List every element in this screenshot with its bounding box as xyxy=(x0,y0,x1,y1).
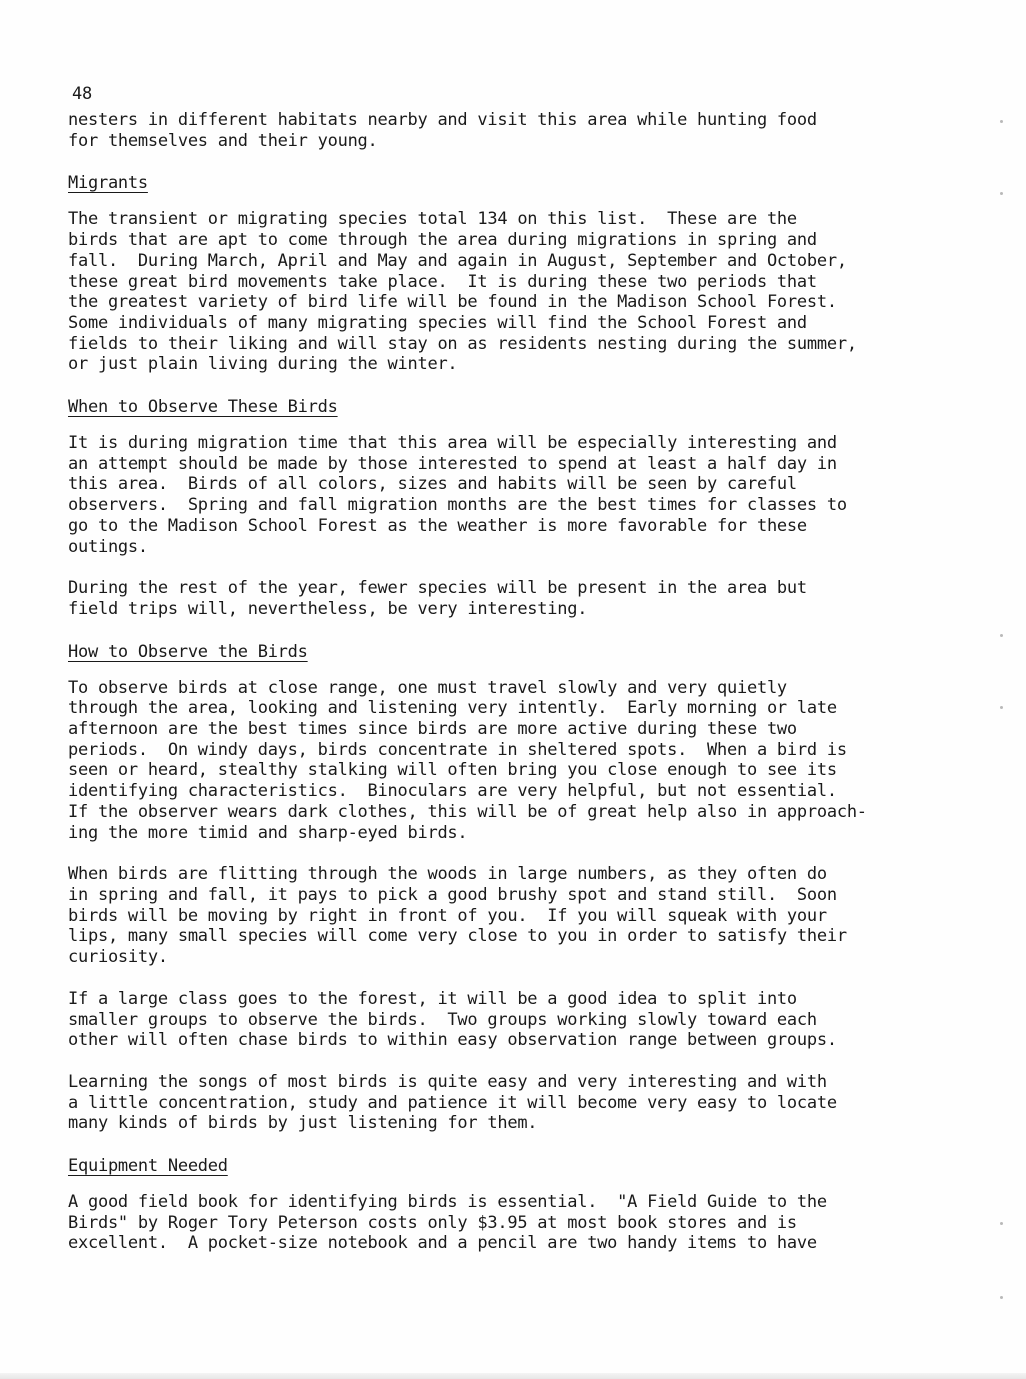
text-line: fall. During March, April and May and again in August, September and October, xyxy=(68,250,847,271)
text-line: outings. xyxy=(68,536,148,557)
paragraph xyxy=(68,1192,948,1254)
scan-speck xyxy=(1000,192,1003,195)
text-line: If a large class goes to the forest, it will be a good idea to split into xyxy=(68,988,797,1009)
paragraph xyxy=(68,864,948,968)
text-line: observers. Spring and fall migration months are the best times for classes to xyxy=(68,495,847,516)
text-line: During the rest of the year, fewer species will be present in the area but xyxy=(68,578,807,599)
text-line: Birds" by Roger Tory Peterson costs only $3.95 at most book stores and is xyxy=(68,1212,797,1233)
spacer xyxy=(68,968,948,989)
scan-speck xyxy=(1000,120,1003,123)
scan-speck xyxy=(1000,1296,1003,1299)
text-line: If the observer wears dark clothes, this will be of great help also in approach- xyxy=(68,801,867,822)
text-line: birds that are apt to come through the area during migrations in spring and xyxy=(68,230,817,251)
spacer xyxy=(68,1051,948,1072)
text-line: To observe birds at close range, one must travel slowly and very quietly xyxy=(68,677,787,698)
text-line: smaller groups to observe the birds. Two groups working slowly toward each xyxy=(68,1009,817,1030)
text-line: nesters in different habitats nearby and visit this area while hunting food xyxy=(68,110,817,130)
text-line: When birds are flitting through the woods in large numbers, as they often do xyxy=(68,864,827,885)
spacer xyxy=(68,151,948,172)
section-heading-wrapper xyxy=(68,1155,948,1177)
text-line: curiosity. xyxy=(68,947,168,968)
paragraph xyxy=(68,678,948,844)
spacer xyxy=(68,663,948,678)
section-heading: Equipment Needed xyxy=(68,1156,228,1177)
scan-bottom-edge xyxy=(0,1373,1026,1379)
spacer xyxy=(68,1177,948,1192)
spacer xyxy=(68,418,948,433)
text-line: birds will be moving by right in front of you. If you will squeak with your xyxy=(68,905,827,926)
text-line: a little concentration, study and patience it will become very easy to locate xyxy=(68,1092,837,1113)
page-number: 48 xyxy=(72,84,92,104)
scan-speck xyxy=(1000,634,1003,637)
spacer xyxy=(68,375,948,396)
document-body xyxy=(68,110,948,1275)
paragraph xyxy=(68,578,948,619)
text-line: go to the Madison School Forest as the weather is more favorable for these xyxy=(68,515,807,536)
spacer xyxy=(68,557,948,578)
text-line: lips, many small species will come very close to you in order to satisfy their xyxy=(68,926,847,947)
paragraph xyxy=(68,1072,948,1134)
text-line: for themselves and their young. xyxy=(68,130,378,151)
section-heading-wrapper xyxy=(68,172,948,194)
section-heading-wrapper xyxy=(68,396,948,418)
text-line: afternoon are the best times since birds are more active during these two xyxy=(68,719,797,740)
section-heading: When to Observe These Birds xyxy=(68,397,338,418)
text-line: fields to their liking and will stay on as residents nesting during the summer, xyxy=(68,333,857,354)
text-line: the greatest variety of bird life will be found in the Madison School Forest. xyxy=(68,292,837,313)
text-line: periods. On windy days, birds concentrate in sheltered spots. When a bird is xyxy=(68,739,847,760)
paragraph xyxy=(68,110,948,151)
paragraph xyxy=(68,433,948,557)
text-line: many kinds of birds by just listening for them. xyxy=(68,1113,538,1134)
text-line: an attempt should be made by those interested to spend at least a half day in xyxy=(68,453,837,474)
spacer xyxy=(68,843,948,864)
text-line: Some individuals of many migrating species will find the School Forest and xyxy=(68,312,807,333)
scan-speck xyxy=(1000,1222,1003,1225)
spacer xyxy=(68,194,948,209)
text-line: Learning the songs of most birds is quite easy and very interesting and with xyxy=(68,1071,827,1092)
text-line: excellent. A pocket-size notebook and a pencil are two handy items to have xyxy=(68,1233,817,1254)
text-line: seen or heard, stealthy stalking will often bring you close enough to see its xyxy=(68,760,837,781)
text-line: or just plain living during the winter. xyxy=(68,354,458,375)
text-line: through the area, looking and listening very intently. Early morning or late xyxy=(68,698,837,719)
scan-speck xyxy=(1000,706,1003,709)
text-line: in spring and fall, it pays to pick a good brushy spot and stand still. Soon xyxy=(68,884,837,905)
text-line: The transient or migrating species total 134 on this list. These are the xyxy=(68,209,797,230)
text-line: field trips will, nevertheless, be very interesting. xyxy=(68,598,588,619)
text-line: identifying characteristics. Binoculars are very helpful, but not essential. xyxy=(68,781,837,802)
text-line: It is during migration time that this area will be especially interesting and xyxy=(68,433,837,454)
text-line: these great bird movements take place. It is during these two periods that xyxy=(68,271,817,292)
section-heading-wrapper xyxy=(68,641,948,663)
spacer xyxy=(68,1254,948,1275)
text-line: ing the more timid and sharp-eyed birds. xyxy=(68,822,468,843)
spacer xyxy=(68,1134,948,1155)
text-line: this area. Birds of all colors, sizes and habits will be seen by careful xyxy=(68,474,797,495)
text-line: other will often chase birds to within easy observation range between groups. xyxy=(68,1030,837,1051)
paragraph xyxy=(68,989,948,1051)
section-heading: How to Observe the Birds xyxy=(68,641,308,662)
spacer xyxy=(68,620,948,641)
section-heading: Migrants xyxy=(68,173,148,194)
paragraph xyxy=(68,209,948,375)
text-line: A good field book for identifying birds is essential. "A Field Guide to the xyxy=(68,1192,827,1213)
